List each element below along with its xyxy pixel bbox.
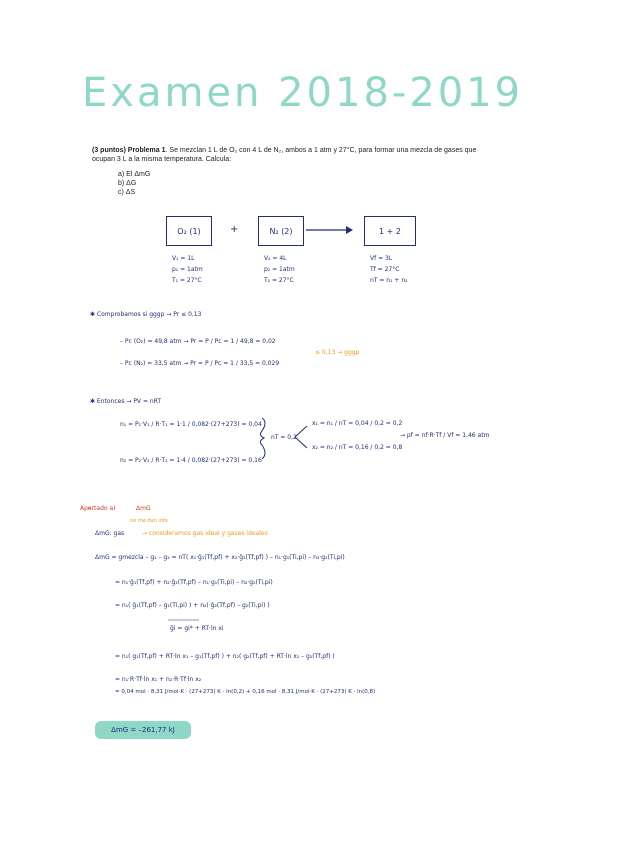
eq-line-6: = n₁·R·Tf·ln x₁ + n₂·R·Tf·ln x₂	[115, 676, 202, 683]
pf-calc: → pf = nf·R·Tf / Vf = 1,46 atm	[400, 432, 490, 439]
eq-line-5: = n₁( g₁(Tf,pf) + RT·ln x₁ – g₁(Tf,pf) ) + n₂( g₂(Tf,pf) + RT·ln x₂ – g₂(Tf,pf) )	[115, 653, 335, 660]
data-col-3	[370, 253, 408, 286]
eq-line-1: ΔmG = gmezcla – g₁ – g₂ = nT( x₁·ḡ₁(Tf,pf) + x₂·ḡ₂(Tf,pf) ) – n₁·g₁(Ti,pi) – n₂·g₂(Ti,pi)	[95, 554, 345, 561]
box-o2: O₂ (1)	[166, 216, 212, 246]
x1-calc: x₁ = n₁ / nT = 0,04 / 0,2 = 0,2	[312, 420, 403, 427]
section-label-2: ΔmG	[136, 505, 151, 512]
result-badge: ΔmG = –261,77 kJ	[95, 721, 191, 739]
nt-sum: nT = n₁ + n₂	[370, 277, 408, 284]
t1: T₁ = 27°C	[172, 277, 202, 284]
eq-line-7: = 0,04 mol · 8,31 J/mol·K · (27+273) K · ln(0,2) + 0,16 mol · 8,31 J/mol·K · (27+273) K · ln(0,8)	[115, 689, 376, 695]
page-title: Examen 2018-2019	[82, 70, 524, 116]
problem-points: (3 puntos) Problema 1	[92, 147, 166, 154]
x2-calc: x₂ = n₂ / nT = 0,16 / 0,2 = 0,8	[312, 444, 403, 451]
nt-value: nT = 0,2	[271, 434, 297, 441]
p2: p₂ = 1atm	[264, 266, 295, 273]
n2-calc: n₂ = P₂·V₂ / R·T₂ = 1·4 / 0,082·(27+273) = 0,16	[120, 457, 262, 464]
check-note: ✱ Comprobamos si gggp → Pr ≤ 0,13	[90, 311, 202, 318]
box-n2: N₂ (2)	[258, 216, 304, 246]
p1: p₁ = 1atm	[172, 266, 203, 273]
vf: Vf = 3L	[370, 255, 393, 262]
eq-line-2: = n₁·ḡ₁(Tf,pf) + n₂·ḡ₂(Tf,pf) – n₁·g₁(Ti,pi) – n₂·g₂(Ti,pi)	[115, 579, 273, 586]
entonces-note: ✱ Entonces → PV = nRT	[90, 398, 162, 405]
plus-sign: +	[230, 224, 239, 235]
eq-line-4: ḡi = gi* + RT·ln xi	[170, 625, 224, 632]
option-c: c) ΔS	[118, 189, 136, 196]
pc-note: ≤ 0,13 → gggp	[315, 349, 360, 356]
problem-text: . Se mezclan 1 L de O₂ con 4 L de N₂, ambos a 1 atm y 27°C, para formar una mezcla de gases que ocupan 3 L a la misma temperatura. Calcula:	[92, 147, 477, 163]
v1: V₁ = 1L	[172, 255, 195, 262]
option-a: a) El ΔmG	[118, 171, 151, 178]
gas-line: ΔmG: gas	[95, 530, 125, 537]
t2: T₂ = 27°C	[264, 277, 294, 284]
tf: Tf = 27°C	[370, 266, 400, 273]
option-b: b) ΔG	[118, 180, 137, 187]
section-label: Apartado a)	[80, 505, 116, 512]
data-col-2	[264, 253, 295, 286]
eq-line-3: = n₁( ḡ₁(Tf,pf) – g₁(Ti,pi) ) + n₂( ḡ₂(Tf,pf) – g₂(Ti,pi) )	[115, 602, 270, 609]
gas-line-note: no me dan info	[130, 518, 168, 524]
box-mixture: 1 + 2	[364, 216, 416, 246]
n1-calc: n₁ = P₁·V₁ / R·T₁ = 1·1 / 0,082·(27+273) = 0,04	[120, 421, 262, 428]
v2: V₂ = 4L	[264, 255, 287, 262]
gas-line-note-2: → consideramos gas ideal y gases ideales	[142, 530, 268, 537]
data-col-1	[172, 253, 203, 286]
pc-n2: – Pc (N₂) = 33,5 atm → Pr = P / Pc = 1 / 33,5 = 0,029	[120, 360, 280, 367]
pc-o2: – Pc (O₂) = 49,8 atm → Pr = P / Pc = 1 / 49,8 = 0,02	[120, 338, 276, 345]
